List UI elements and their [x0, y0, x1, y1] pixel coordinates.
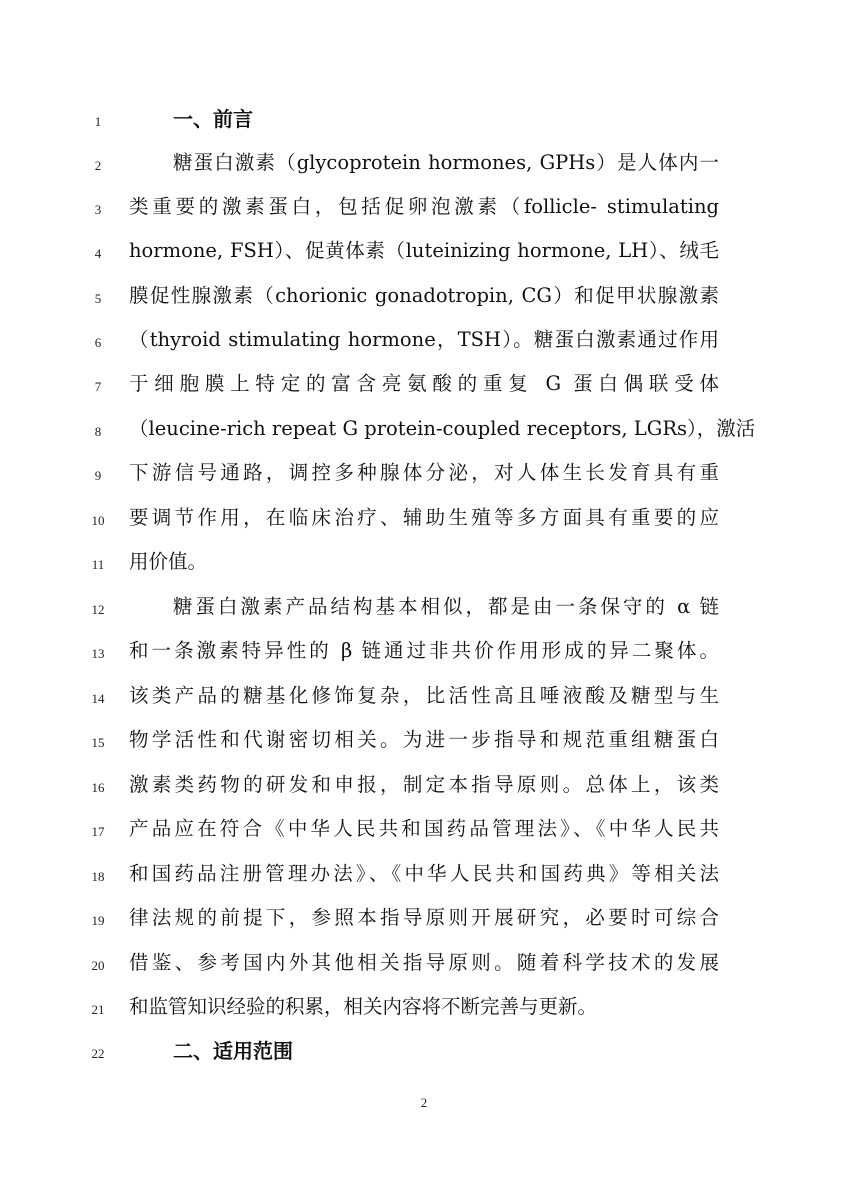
line-20	[0, 948, 848, 978]
line-16	[0, 770, 848, 800]
paragraph-text: 和监管知识经验的积累，相关内容将不断完善与更新。	[129, 995, 598, 1018]
line-number: 3	[94, 202, 102, 217]
paragraph-text: 产品应在符合《中华人民共和国药品管理法》、《中华人民共	[129, 817, 719, 840]
line-5	[0, 281, 848, 311]
line-9	[0, 458, 848, 488]
line-13	[0, 636, 848, 666]
section-heading-scope: 二、适用范围	[173, 1039, 293, 1063]
line-number: 10	[91, 513, 105, 528]
paragraph-text: 要调节作用，在临床治疗、辅助生殖等多方面具有重要的应	[129, 506, 719, 529]
line-12	[0, 592, 848, 622]
line-17	[0, 814, 848, 844]
paragraph-text: 糖蛋白激素（glycoprotein hormones, GPHs）是人体内一	[173, 151, 719, 174]
paragraph-text: hormone, FSH）、促黄体素（luteinizing hormone, LH）、绒毛	[129, 239, 719, 262]
paragraph-text: 用价值。	[129, 550, 208, 573]
paragraph-text: 激素类药物的研发和申报，制定本指导原则。总体上，该类	[129, 773, 719, 796]
line-number: 12	[91, 602, 105, 617]
line-6	[0, 325, 848, 355]
line-number: 9	[94, 468, 102, 483]
paragraph-text: 律法规的前提下，参照本指导原则开展研究，必要时可综合	[129, 906, 719, 929]
line-number: 22	[91, 1046, 105, 1061]
line-2	[0, 148, 848, 178]
line-number: 13	[91, 646, 105, 661]
line-15	[0, 725, 848, 755]
paragraph-text: 借鉴、参考国内外其他相关指导原则。随着科学技术的发展	[129, 951, 719, 974]
line-number: 20	[91, 958, 105, 973]
page-number: 2	[420, 1095, 428, 1110]
line-1	[0, 104, 848, 134]
line-number: 19	[91, 913, 105, 928]
line-10	[0, 503, 848, 533]
line-8	[0, 414, 848, 444]
line-22	[0, 1036, 848, 1066]
paragraph-text: 和国药品注册管理办法》、《中华人民共和国药典》等相关法	[129, 862, 719, 885]
paragraph-text: （thyroid stimulating hormone，TSH）。糖蛋白激素通过作用	[129, 328, 719, 351]
line-number: 4	[94, 246, 102, 261]
line-number: 18	[91, 869, 105, 884]
line-number: 7	[94, 379, 102, 394]
line-number: 14	[91, 691, 105, 706]
line-3	[0, 192, 848, 222]
line-18	[0, 859, 848, 889]
line-7	[0, 369, 848, 399]
paragraph-text: 下游信号通路，调控多种腺体分泌，对人体生长发育具有重	[129, 461, 719, 484]
line-number: 6	[94, 335, 102, 350]
paragraph-text: 于细胞膜上特定的富含亮氨酸的重复 G 蛋白偶联受体	[129, 372, 719, 395]
line-11	[0, 547, 848, 577]
line-number: 5	[94, 291, 102, 306]
paragraph-text: 物学活性和代谢密切相关。为进一步指导和规范重组糖蛋白	[129, 728, 719, 751]
paragraph-text: 膜促性腺激素（chorionic gonadotropin, CG）和促甲状腺激素	[129, 284, 719, 307]
line-number: 17	[91, 824, 105, 839]
line-14	[0, 681, 848, 711]
line-number: 21	[91, 1002, 105, 1017]
section-heading-preface: 一、前言	[173, 107, 253, 131]
line-number: 8	[94, 424, 102, 439]
paragraph-text: 该类产品的糖基化修饰复杂，比活性高且唾液酸及糖型与生	[129, 684, 719, 707]
line-number: 2	[94, 158, 102, 173]
paragraph-text: 糖蛋白激素产品结构基本相似，都是由一条保守的 α 链	[173, 595, 719, 618]
line-21	[0, 992, 848, 1022]
line-4	[0, 236, 848, 266]
line-number: 11	[91, 557, 105, 572]
line-19	[0, 903, 848, 933]
paragraph-text: 类重要的激素蛋白，包括促卵泡激素（follicle- stimulating	[129, 195, 719, 218]
line-number: 16	[91, 780, 105, 795]
paragraph-text: （leucine-rich repeat G protein-coupled receptors, LGRs），激活	[129, 417, 756, 440]
line-number: 1	[94, 114, 102, 129]
line-number: 15	[91, 735, 105, 750]
paragraph-text: 和一条激素特异性的 β 链通过非共价作用形成的异二聚体。	[129, 639, 719, 662]
